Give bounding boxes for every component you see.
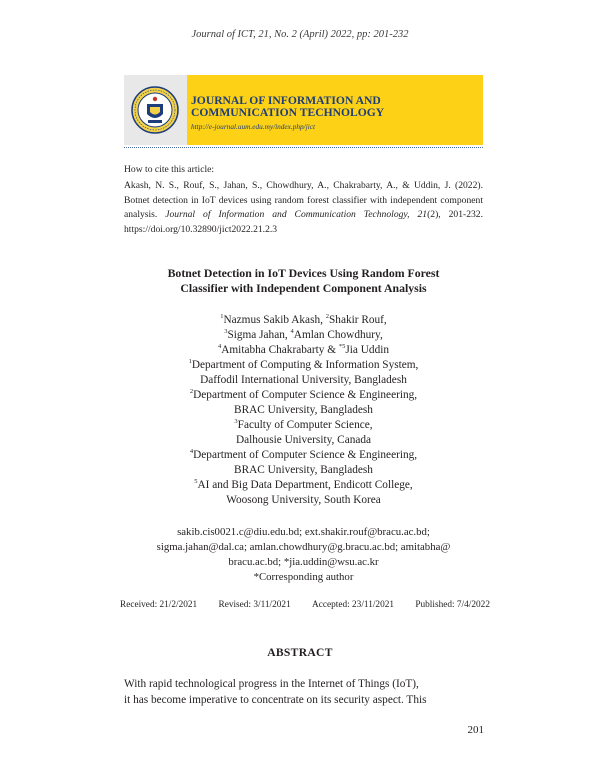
banner-journal-title [191, 95, 481, 119]
email-block [124, 525, 483, 585]
abstract-heading: ABSTRACT [267, 646, 333, 659]
published-date: Published: 7/4/2022 [415, 600, 490, 610]
paper-title-line2: Classifier with Independent Component Analysis [180, 281, 427, 295]
affiliation-line: BRAC University, Bangladesh [234, 464, 373, 476]
author-line: $^1$Nazmus Sakib Akash, $^2$Shakir Rouf, [220, 313, 387, 326]
author-line: $^4$Amitabha Chakrabarty & $^{*5}$Jia Uddin [217, 343, 390, 356]
journal-banner [124, 75, 483, 145]
accepted-date: Accepted: 23/11/2021 [312, 600, 395, 610]
author-block [124, 313, 483, 508]
banner-divider [124, 147, 483, 148]
abstract-line: With rapid technological progress in the Internet of Things (IoT), [124, 678, 419, 690]
affiliation-line: Dalhousie University, Canada [235, 434, 372, 446]
affiliation-line: $^1$Department of Computing & Information System, [188, 358, 419, 371]
affiliation-line: $^4$Department of Computer Science & Engineering, [189, 448, 418, 461]
university-seal-icon [131, 86, 179, 134]
journal-reference: Journal of ICT, 21, No. 2 (April) 2022, pp: 201-232 [191, 29, 409, 40]
citation-label: How to cite this article: [124, 164, 215, 175]
revised-date: Revised: 3/11/2021 [218, 600, 291, 610]
affiliation-line: BRAC University, Bangladesh [234, 404, 373, 416]
publication-dates [120, 600, 490, 610]
corresponding-author-note: *Corresponding author [253, 571, 354, 583]
affiliation-line: Daffodil International University, Bangladesh [200, 374, 407, 386]
banner-url[interactable]: http://e-journal.uum.edu.my/index.php/jict [191, 122, 316, 131]
abstract-text [124, 676, 483, 708]
affiliation-line: $^3$Faculty of Computer Science, [234, 418, 373, 431]
affiliation-line: Woosong University, South Korea [226, 494, 381, 506]
paper-title-line1: Botnet Detection in IoT Devices Using Random Forest [167, 266, 440, 280]
banner-title-line1: JOURNAL OF INFORMATION AND [191, 94, 381, 107]
paper-title [124, 266, 483, 296]
citation-journal: Journal of Information and Communication Technology, 21 [165, 209, 428, 221]
email-line[interactable]: sakib.cis0021.c@diu.edu.bd; ext.shakir.rouf@bracu.ac.bd; [177, 526, 430, 538]
email-line[interactable]: sigma.jahan@dal.ca; amlan.chowdhury@g.bracu.ac.bd; amitabha@ [156, 541, 451, 553]
affiliation-line: $^5$AI and Big Data Department, Endicott College, [194, 478, 413, 491]
author-line: $^3$Sigma Jahan, $^4$Amlan Chowdhury, [224, 328, 383, 341]
citation-text: Akash, N. S., Rouf, S., Jahan, S., Chowdhury, A., Chakrabarty, A., & Uddin, J. (2022). Botnet detection in IoT devices using random forest classifier with independent component analysis. [124, 180, 483, 221]
affiliation-line: $^2$Department of Computer Science & Engineering, [189, 388, 418, 401]
abstract-line: it has become imperative to concentrate on its security aspect. This [124, 694, 427, 706]
citation-issue-doi[interactable]: (2), 201-232. https://doi.org/10.32890/jict2022.21.2.3 [124, 209, 483, 235]
citation-body [124, 179, 483, 237]
page-number: 201 [467, 724, 484, 736]
email-line[interactable]: bracu.ac.bd; *jia.uddin@wsu.ac.kr [228, 556, 379, 568]
received-date: Received: 21/2/2021 [120, 600, 198, 610]
banner-title-line2: COMMUNICATION TECHNOLOGY [191, 106, 385, 119]
